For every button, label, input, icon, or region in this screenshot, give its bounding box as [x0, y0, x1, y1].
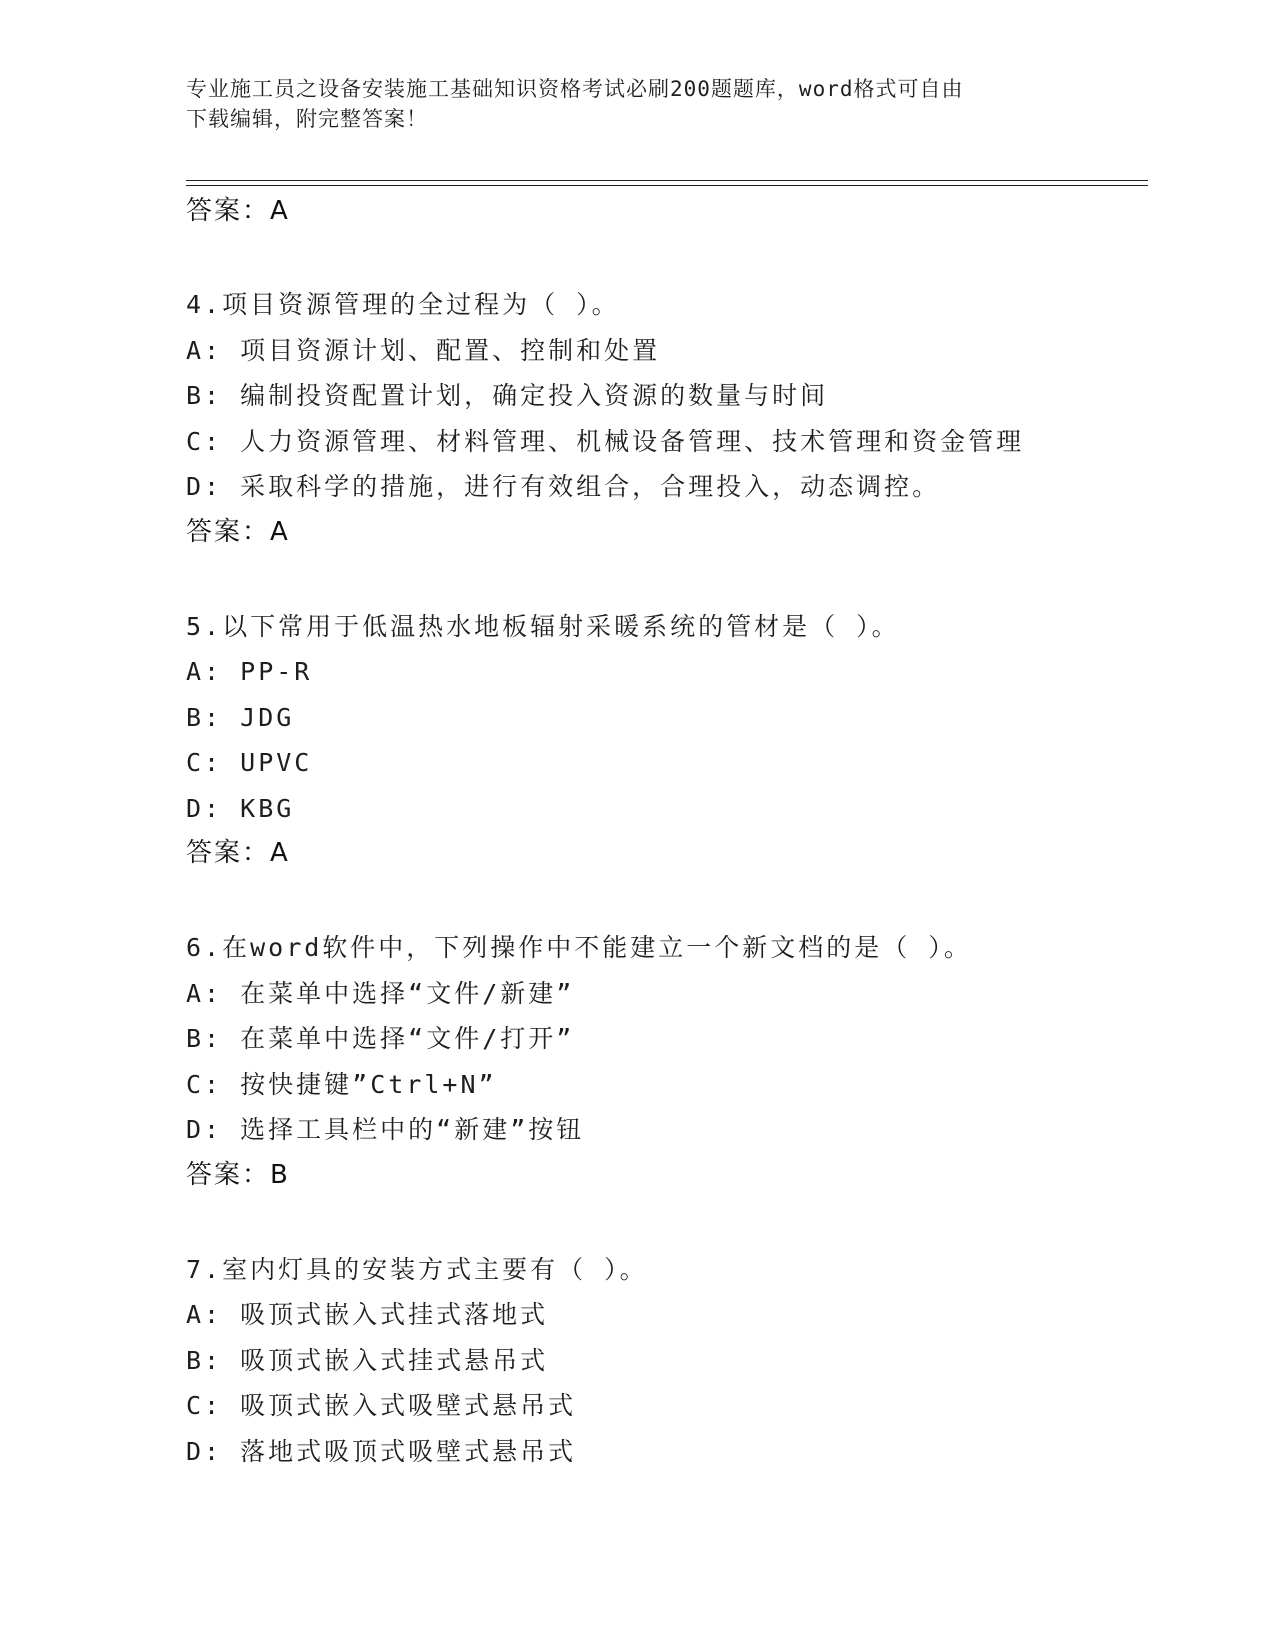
option-d: D: KBG [186, 793, 295, 823]
option-a: A: 吸顶式嵌入式挂式落地式 [186, 1300, 549, 1329]
header-line-1: 专业施工员之设备安装施工基础知识资格考试必刷200题题库，word格式可自由 [186, 77, 964, 101]
option-d: D: 选择工具栏中的“新建”按钮 [186, 1115, 585, 1144]
option-c: C: 吸顶式嵌入式吸壁式悬吊式 [186, 1391, 577, 1420]
question-answer: 答案：A [186, 516, 290, 547]
question-5 [186, 604, 1146, 876]
option-a: A: 项目资源计划、配置、控制和处置 [186, 335, 661, 365]
option-a: A: 在菜单中选择“文件/新建” [186, 978, 575, 1008]
option-d: D: 落地式吸顶式吸壁式悬吊式 [186, 1436, 577, 1466]
question-stem: 4.项目资源管理的全过程为（ ）。 [186, 290, 620, 319]
option-d: D: 采取科学的措施，进行有效组合，合理投入，动态调控。 [186, 472, 941, 501]
question-7 [186, 1247, 1146, 1475]
option-c: C: 按快捷键”Ctrl+N” [186, 1069, 497, 1099]
option-c: C: UPVC [186, 748, 313, 777]
question-4 [186, 282, 1146, 554]
question-stem: 6.在word软件中，下列操作中不能建立一个新文档的是（ ）。 [186, 933, 972, 962]
option-b: B: JDG [186, 702, 295, 732]
option-b: B: 在菜单中选择“文件/打开” [186, 1024, 575, 1053]
option-b: B: 编制投资配置计划，确定投入资源的数量与时间 [186, 381, 829, 410]
question-list [186, 190, 1146, 1474]
question-answer: 答案：A [186, 838, 290, 868]
question-6 [186, 925, 1146, 1197]
question-stem: 5.以下常用于低温热水地板辐射采暖系统的管材是（ ）。 [186, 611, 900, 641]
option-b: B: 吸顶式嵌入式挂式悬吊式 [186, 1345, 549, 1375]
question-stem: 7.室内灯具的安装方式主要有（ ）。 [186, 1254, 648, 1284]
question-answer: 答案：B [186, 1159, 290, 1190]
document-header [186, 74, 1066, 134]
header-line-2: 下载编辑，附完整答案！ [186, 107, 428, 131]
option-a: A: PP-R [186, 657, 313, 686]
option-c: C: 人力资源管理、材料管理、机械设备管理、技术管理和资金管理 [186, 426, 1025, 456]
previous-answer: 答案：A [186, 196, 290, 226]
header-divider [186, 180, 1148, 186]
